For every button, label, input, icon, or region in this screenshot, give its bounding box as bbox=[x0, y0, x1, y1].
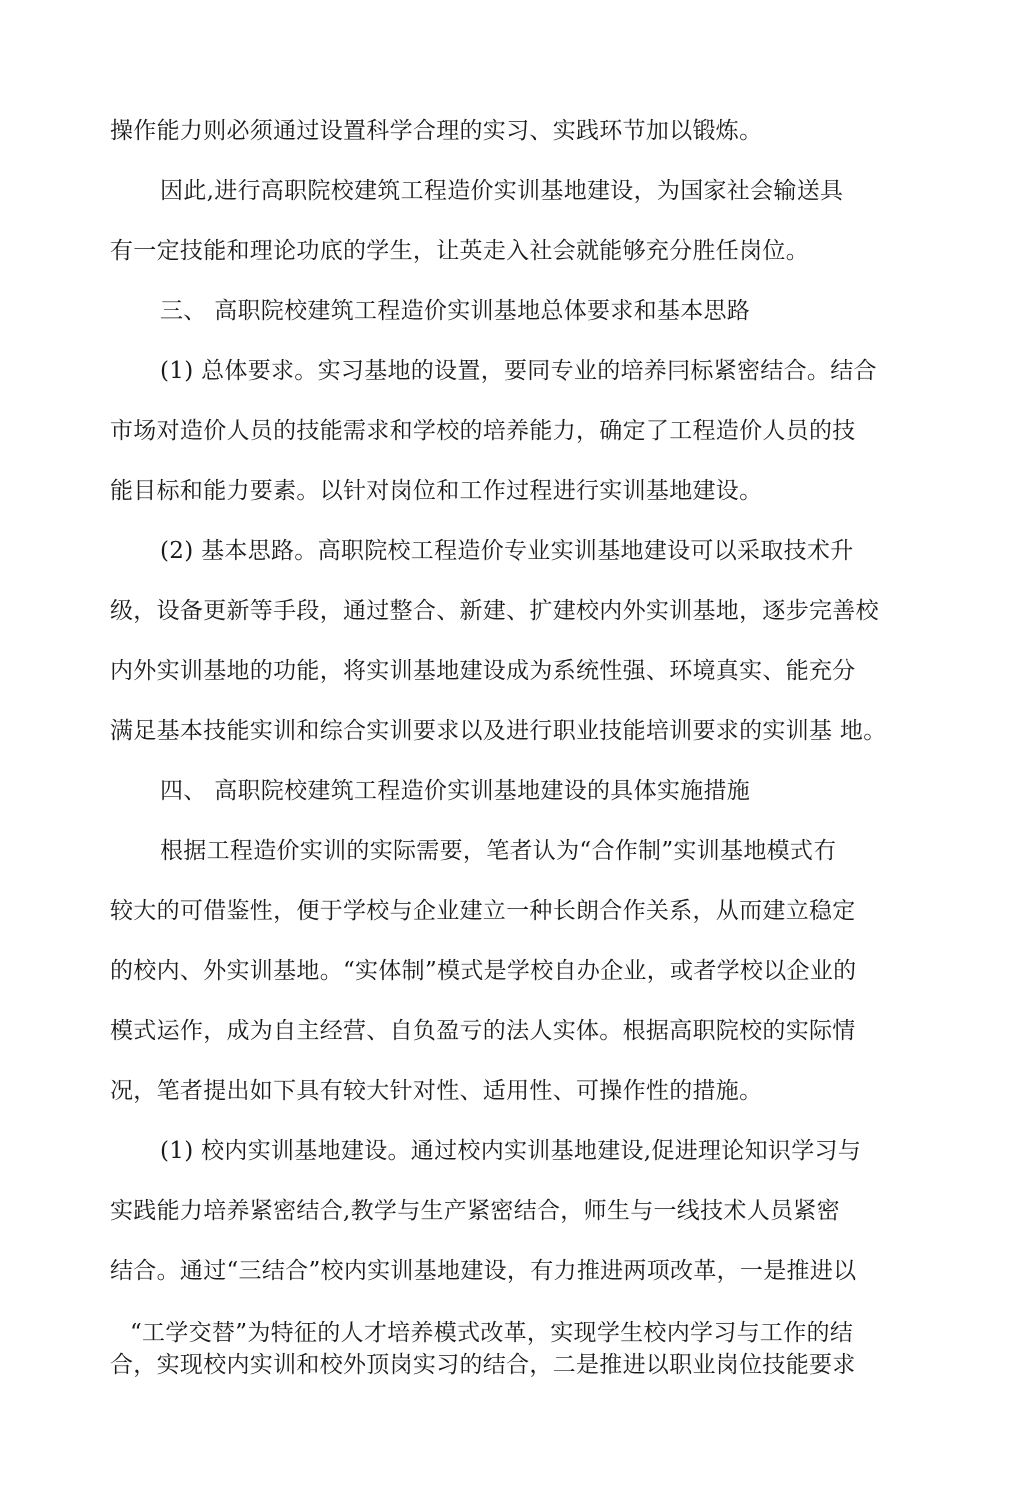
text-line: 况，笔者提出如下具有较大针对性、适用性、可操作性的措施。 bbox=[110, 1078, 763, 1104]
text-line: 能目标和能力要素。以针对岗位和工作过程进行实训基地建设。 bbox=[110, 478, 763, 504]
text-line: 有一定技能和理论功底的学生，让英走入社会就能够充分胜任岗位。 bbox=[110, 238, 809, 264]
text-line: 因此,进行高职院校建筑工程造价实训基地建设，为国家社会输送具 bbox=[160, 178, 844, 204]
text-line: (2) 基本思路。高职院校工程造价专业实训基地建设可以采取技术升 bbox=[160, 538, 854, 564]
text-line: (1) 总体要求。实习基地的设置，要同专业的培养冃标紧密结合。结合 bbox=[160, 358, 877, 384]
text-line: “工学交替”为特征的人才培养模式改革，实现学生校内学习与工作的结 bbox=[130, 1320, 854, 1346]
text-line: (1) 校内实训基地建设。通过校内实训基地建设,促进理论知识学习与 bbox=[160, 1138, 862, 1164]
section-heading: 四、 高职院校建筑工程造价实训基地建设的具体实施措施 bbox=[160, 778, 751, 804]
text-line: 结合。通过“三结合”校内实训基地建设，有力推进两项改革，一是推进以 bbox=[110, 1258, 857, 1284]
text-line: 市场对造价人员的技能需求和学校的培养能力，确定了工程造价人员的技 bbox=[110, 418, 856, 444]
text-line: 合，实现校内实训和校外顶岗实习的结合，二是推进以职业岗位技能要求 bbox=[110, 1352, 856, 1378]
text-line: 根据工程造价实训的实际需要，笔者认为“合作制”实训基地模式冇 bbox=[160, 838, 837, 864]
text-line: 的校内、外实训基地。“实体制”模式是学校自办企业，或者学校以企业的 bbox=[110, 958, 857, 984]
text-line: 操作能力则必须通过设置科学合理的实习、实践环节加以锻炼。 bbox=[110, 118, 763, 144]
text-line: 级，设备更新等手段，通过整合、新建、扩建校内外实训基地，逐步完善校 bbox=[110, 598, 879, 624]
text-line: 内外实训基地的功能，将实训基地建设成为系统性强、环境真实、能充分 bbox=[110, 658, 856, 684]
text-line: 实践能力培养紧密结合,教学与生产紧密结合，师生与一线技术人员紧密 bbox=[110, 1198, 840, 1224]
text-line: 模式运作，成为自主经营、自负盈亏的法人实体。根据高职院校的实际情 bbox=[110, 1018, 856, 1044]
section-heading: 三、 高职院校建筑工程造价实训基地总体要求和基本思路 bbox=[160, 298, 751, 324]
text-line: 较大的可借鉴性，便于学校与企业建立一种长朗合作关系，从而建立稳定 bbox=[110, 898, 856, 924]
text-line: 满足基本技能实训和综合实训要求以及进行职业技能培训要求的实训基 地。 bbox=[110, 718, 887, 744]
